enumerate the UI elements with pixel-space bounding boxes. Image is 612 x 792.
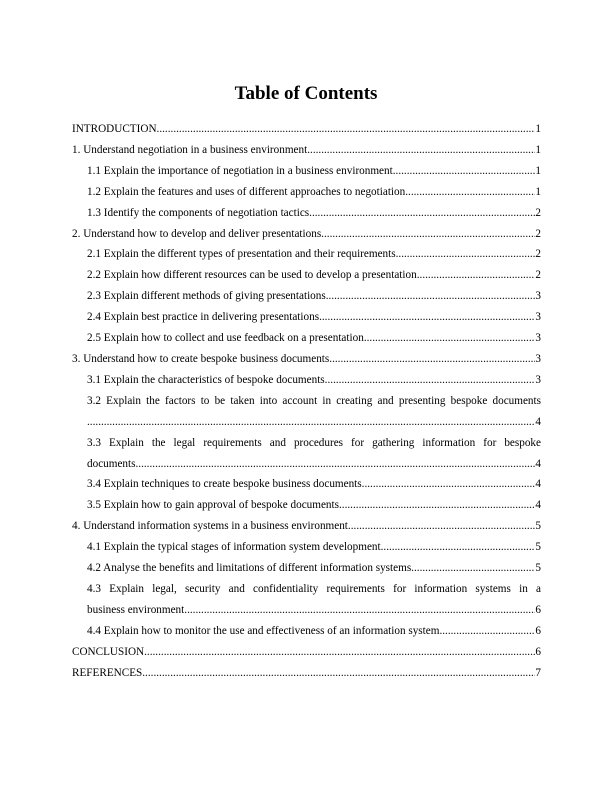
toc-entry-section-4[interactable] bbox=[72, 516, 541, 537]
toc-page-number: 3 bbox=[535, 332, 541, 345]
toc-entry-4-2[interactable] bbox=[72, 558, 541, 579]
toc-entry-section-3[interactable] bbox=[72, 349, 541, 370]
toc-entry-2-2[interactable] bbox=[72, 265, 541, 286]
toc-entry-3-5[interactable] bbox=[72, 495, 541, 516]
toc-entry-2-4[interactable] bbox=[72, 307, 541, 328]
toc-entry-text: CONCLUSION bbox=[72, 645, 145, 658]
toc-entry-text: 1.2 Explain the features and uses of different approaches to negotiation bbox=[87, 185, 406, 198]
dot-leader bbox=[319, 307, 535, 328]
toc-entry-continuation: documents bbox=[87, 457, 136, 470]
toc-entry-text: 3.5 Explain how to gain approval of bespoke documents bbox=[87, 499, 339, 512]
toc-entry-3-1[interactable] bbox=[72, 370, 541, 391]
dot-leader bbox=[393, 161, 536, 182]
toc-entry-4-4[interactable] bbox=[72, 621, 541, 642]
toc-entry-3-4[interactable] bbox=[72, 474, 541, 495]
toc-page-number: 3 bbox=[535, 373, 541, 386]
toc-page-number: 4 bbox=[535, 457, 541, 470]
toc-page-number: 5 bbox=[535, 562, 541, 575]
toc-entry-2-3[interactable] bbox=[72, 286, 541, 307]
toc-page-number: 5 bbox=[535, 520, 541, 533]
toc-entry-continuation: business environment bbox=[87, 603, 185, 616]
toc-entry-1-3[interactable] bbox=[72, 203, 541, 224]
toc-page-number: 2 bbox=[535, 269, 541, 282]
toc-page-number: 1 bbox=[535, 123, 541, 135]
dot-leader bbox=[405, 182, 535, 203]
toc-page-number: 6 bbox=[535, 603, 541, 616]
toc-page-number: 4 bbox=[535, 478, 541, 491]
toc-entry-text: 3.2 Explain the factors to be taken into account in creating and presenting bespoke documents bbox=[87, 394, 541, 407]
dot-leader bbox=[396, 244, 536, 265]
dot-leader bbox=[339, 495, 535, 516]
toc-entry-1-2[interactable] bbox=[72, 182, 541, 203]
dot-leader bbox=[417, 265, 536, 286]
toc-entry-text: 3.1 Explain the characteristics of bespoke documents bbox=[87, 373, 325, 386]
toc-page-number: 1 bbox=[535, 164, 541, 177]
dot-leader bbox=[381, 537, 536, 558]
toc-entry-text: 4.3 Explain legal, security and confidentiality requirements for information systems in a bbox=[87, 582, 541, 595]
table-of-contents bbox=[72, 119, 541, 683]
toc-entry-text: INTRODUCTION bbox=[72, 123, 157, 135]
toc-entry-text: 4.1 Explain the typical stages of information system development bbox=[87, 541, 381, 554]
toc-page-number: 1 bbox=[535, 185, 541, 198]
toc-entry-text: 2.1 Explain the different types of presentation and their requirements bbox=[87, 248, 396, 261]
toc-entry-text: 2.4 Explain best practice in delivering presentations bbox=[87, 311, 320, 324]
toc-entry-introduction[interactable] bbox=[72, 119, 541, 140]
dot-leader bbox=[184, 600, 535, 621]
toc-entry-4-3[interactable] bbox=[72, 579, 541, 621]
dot-leader bbox=[326, 286, 536, 307]
toc-entry-text: 1.1 Explain the importance of negotiation in a business environment bbox=[87, 164, 393, 177]
toc-entry-text: 4.2 Analyse the benefits and limitations of different information systems bbox=[87, 562, 412, 575]
dot-leader bbox=[157, 119, 536, 140]
toc-page-number: 4 bbox=[535, 415, 541, 428]
toc-entry-text: 4. Understand information systems in a business environment bbox=[72, 520, 348, 533]
toc-page-number: 1 bbox=[535, 143, 541, 156]
toc-entry-text: 2.5 Explain how to collect and use feedback on a presentation bbox=[87, 332, 364, 345]
dot-leader bbox=[362, 474, 536, 495]
dot-leader bbox=[309, 203, 535, 224]
toc-page-number: 6 bbox=[535, 645, 541, 658]
toc-page-number: 3 bbox=[535, 352, 541, 365]
toc-entry-text: 3.4 Explain techniques to create bespoke business documents bbox=[87, 478, 362, 491]
toc-entry-section-1[interactable] bbox=[72, 140, 541, 161]
toc-entry-3-2[interactable] bbox=[72, 391, 541, 433]
toc-page-number: 4 bbox=[535, 499, 541, 512]
toc-entry-3-3[interactable] bbox=[72, 433, 541, 475]
toc-page-number: 7 bbox=[535, 666, 541, 679]
dot-leader bbox=[348, 516, 535, 537]
dot-leader bbox=[144, 642, 535, 663]
dot-leader bbox=[411, 558, 535, 579]
dot-leader bbox=[325, 370, 536, 391]
toc-entry-text: 4.4 Explain how to monitor the use and effectiveness of an information system bbox=[87, 624, 440, 637]
dot-leader bbox=[439, 621, 535, 642]
toc-entry-text: REFERENCES bbox=[72, 666, 143, 679]
toc-page-number: 6 bbox=[535, 624, 541, 637]
toc-entry-text: 1.3 Identify the components of negotiation tactics bbox=[87, 206, 310, 219]
toc-page-number: 3 bbox=[535, 311, 541, 324]
dot-leader bbox=[364, 328, 536, 349]
dot-leader bbox=[321, 224, 535, 245]
dot-leader bbox=[307, 140, 535, 161]
toc-entry-section-2[interactable] bbox=[72, 224, 541, 245]
toc-entry-2-5[interactable] bbox=[72, 328, 541, 349]
toc-page-number: 3 bbox=[535, 290, 541, 303]
toc-entry-text: 1. Understand negotiation in a business environment bbox=[72, 143, 308, 156]
toc-entry-1-1[interactable] bbox=[72, 161, 541, 182]
toc-entry-references[interactable] bbox=[72, 663, 541, 684]
toc-entry-text: 2.2 Explain how different resources can be used to develop a presentation bbox=[87, 269, 417, 282]
toc-page-number: 2 bbox=[535, 206, 541, 219]
dot-leader bbox=[87, 412, 535, 433]
toc-entry-text: 2. Understand how to develop and deliver presentations bbox=[72, 227, 322, 240]
dot-leader bbox=[135, 454, 535, 475]
toc-entry-text: 3.3 Explain the legal requirements and procedures for gathering information for bespoke bbox=[87, 436, 541, 449]
page-title: Table of Contents bbox=[234, 83, 378, 104]
toc-page-number: 5 bbox=[535, 541, 541, 554]
toc-page-number: 2 bbox=[535, 248, 541, 261]
toc-entry-conclusion[interactable] bbox=[72, 642, 541, 663]
toc-entry-4-1[interactable] bbox=[72, 537, 541, 558]
toc-page-number: 2 bbox=[535, 227, 541, 240]
toc-entry-2-1[interactable] bbox=[72, 244, 541, 265]
toc-entry-text: 3. Understand how to create bespoke business documents bbox=[72, 352, 330, 365]
dot-leader bbox=[142, 663, 535, 684]
toc-entry-text: 2.3 Explain different methods of giving presentations bbox=[87, 290, 326, 303]
dot-leader bbox=[329, 349, 535, 370]
